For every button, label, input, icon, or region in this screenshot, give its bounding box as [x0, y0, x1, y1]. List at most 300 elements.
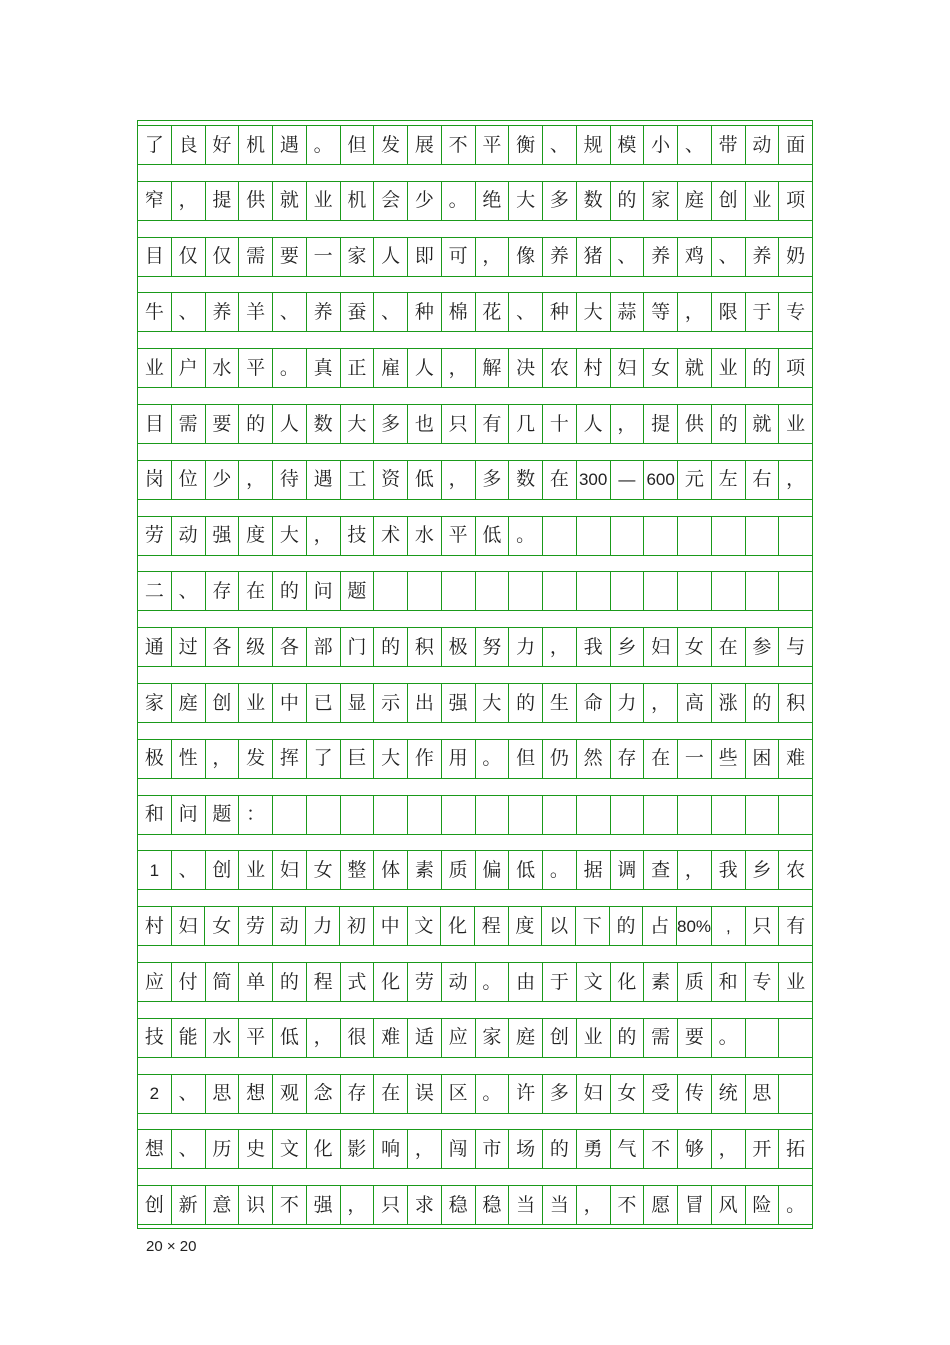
grid-cell: 要	[205, 405, 239, 443]
grid-cell	[677, 517, 711, 555]
grid-cell: 只	[441, 405, 475, 443]
grid-cell: 术	[373, 517, 407, 555]
grid-cell: 提	[643, 405, 677, 443]
grid-cell: 性	[171, 740, 205, 778]
grid-cell: 付	[171, 963, 205, 1001]
grid-cell: 闯	[441, 1130, 475, 1168]
grid-cell: 素	[407, 851, 441, 889]
grid-cell: 困	[745, 740, 779, 778]
grid-cell: 开	[745, 1130, 779, 1168]
grid-cell: 仍	[542, 740, 576, 778]
grid-cell: 各	[205, 628, 239, 666]
grid-cell: 等	[643, 293, 677, 331]
grid-cell: 的	[711, 405, 745, 443]
grid-cell: 专	[745, 963, 779, 1001]
grid-cell: 要	[677, 1019, 711, 1057]
grid-cell: 下	[575, 907, 609, 945]
grid-row	[138, 404, 812, 444]
grid-cell: 大	[475, 684, 509, 722]
grid-cell: 的	[609, 907, 643, 945]
grid-cell: 不	[272, 1186, 306, 1224]
grid-cell: 家	[340, 238, 374, 276]
grid-cell: ，	[711, 1130, 745, 1168]
grid-cell: 创	[205, 851, 239, 889]
grid-cell: 养	[542, 238, 576, 276]
grid-cell: 80%	[676, 907, 711, 945]
grid-cell: 女	[306, 851, 340, 889]
grid-cell: 业	[306, 182, 340, 220]
grid-cell: 气	[610, 1130, 644, 1168]
grid-cell: ，	[576, 1186, 610, 1224]
grid-cell: 动	[441, 963, 475, 1001]
grid-cell: ，	[306, 517, 340, 555]
grid-cell: 据	[576, 851, 610, 889]
grid-cell: 、	[610, 238, 644, 276]
grid-cell: 应	[441, 1019, 475, 1057]
grid-cell: 力	[610, 684, 644, 722]
grid-cell: 平	[238, 1019, 272, 1057]
grid-cell: 的	[745, 684, 779, 722]
grid-cell: 、	[171, 851, 205, 889]
grid-cell: 我	[576, 628, 610, 666]
grid-cell: 巨	[340, 740, 374, 778]
grid-cell: 由	[508, 963, 542, 1001]
grid-cell: 农	[542, 349, 576, 387]
grid-cell: ，	[340, 1186, 374, 1224]
grid-cell: 偏	[475, 851, 509, 889]
grid-cell: 展	[407, 126, 441, 164]
grid-cell: 劳	[407, 963, 441, 1001]
grid-cell: 大	[272, 517, 306, 555]
grid-cell: 在	[542, 461, 576, 499]
grid-cell: 专	[778, 293, 812, 331]
grid-cell: 牛	[144, 300, 164, 323]
grid-cell: 识	[238, 1186, 272, 1224]
grid-cell: 求	[407, 1186, 441, 1224]
grid-cell: 业	[238, 684, 272, 722]
grid-cell: 勇	[576, 1130, 610, 1168]
grid-cell: 强	[205, 517, 239, 555]
grid-cell: 600	[643, 461, 677, 499]
grid-cell	[711, 517, 745, 555]
grid-cell: 的	[272, 572, 306, 610]
grid-cell: 力	[305, 907, 339, 945]
grid-cell: 多	[475, 461, 509, 499]
grid-cell: 级	[238, 628, 272, 666]
grid-cell: 项	[778, 349, 812, 387]
grid-cell	[677, 572, 711, 610]
grid-cell: 、	[711, 238, 745, 276]
grid-cell: 妇	[643, 628, 677, 666]
grid-row	[138, 571, 812, 611]
grid-cell: 平	[475, 126, 509, 164]
grid-cell: 有	[475, 405, 509, 443]
grid-cell: 奶	[778, 238, 812, 276]
grid-cell: 左	[711, 461, 745, 499]
grid-cell: 以	[541, 907, 575, 945]
grid-cell: 极	[144, 747, 164, 770]
grid-cell	[643, 796, 677, 834]
grid-cell: 良	[171, 126, 205, 164]
grid-cell: ，	[643, 684, 677, 722]
grid-cell: 。	[475, 963, 509, 1001]
grid-cell	[542, 572, 576, 610]
grid-cell: 工	[340, 461, 374, 499]
grid-cell: 人	[373, 238, 407, 276]
grid-cell: 只	[745, 907, 779, 945]
grid-cell: 项	[778, 182, 812, 220]
grid-cell: 业	[576, 1019, 610, 1057]
grid-cell: 许	[508, 1075, 542, 1113]
grid-cell: 。	[711, 1019, 745, 1057]
grid-row	[138, 516, 812, 556]
grid-cell: 的	[542, 1130, 576, 1168]
grid-cell: 的	[373, 628, 407, 666]
grid-cell: 人	[576, 405, 610, 443]
grid-cell: 妇	[272, 851, 306, 889]
grid-row	[138, 292, 812, 332]
grid-cell	[745, 796, 779, 834]
grid-cell: 需	[643, 1019, 677, 1057]
grid-cell	[407, 796, 441, 834]
grid-cell: 庭	[171, 684, 205, 722]
grid-row	[138, 962, 812, 1002]
grid-row	[138, 237, 812, 277]
grid-row	[138, 850, 812, 890]
grid-cell	[610, 572, 644, 610]
grid-cell	[576, 517, 610, 555]
grid-cell: 平	[238, 349, 272, 387]
grid-cell	[475, 796, 509, 834]
grid-cell: 。	[475, 740, 509, 778]
grid-row	[138, 125, 812, 165]
grid-cell: 想	[238, 1075, 272, 1113]
grid-cell: 度	[508, 907, 542, 945]
grid-cell	[508, 572, 542, 610]
grid-cell: 了	[306, 740, 340, 778]
grid-cell: 存	[340, 1075, 374, 1113]
grid-cell: ，	[441, 461, 475, 499]
grid-cell: 发	[238, 740, 272, 778]
grid-cell: 供	[238, 182, 272, 220]
grid-row	[138, 795, 812, 835]
grid-cell: 女	[204, 907, 238, 945]
grid-cell: 在	[373, 1075, 407, 1113]
grid-cell: 创	[542, 1019, 576, 1057]
grid-cell: 和	[144, 803, 164, 826]
grid-cell: 在	[643, 740, 677, 778]
grid-cell	[441, 796, 475, 834]
grid-cell: 技	[144, 1026, 164, 1049]
grid-cell: 的	[610, 182, 644, 220]
grid-cell: 部	[306, 628, 340, 666]
grid-cell: 稳	[441, 1186, 475, 1224]
grid-cell: 种	[407, 293, 441, 331]
grid-cell: 绝	[475, 182, 509, 220]
grid-cell: 中	[272, 684, 306, 722]
grid-cell: 有	[778, 907, 812, 945]
grid-cell: 拓	[778, 1130, 812, 1168]
grid-cell: 。	[306, 126, 340, 164]
grid-cell: 就	[745, 405, 779, 443]
grid-cell: 户	[171, 349, 205, 387]
grid-cell: 妇	[171, 907, 205, 945]
grid-cell: 不	[441, 126, 475, 164]
grid-cell	[542, 796, 576, 834]
grid-row	[138, 906, 812, 946]
grid-cell: 水	[407, 517, 441, 555]
grid-cell: 种	[542, 293, 576, 331]
grid-cell: 强	[306, 1186, 340, 1224]
grid-cell: 门	[340, 628, 374, 666]
grid-cell: 羊	[238, 293, 272, 331]
grid-cell: 猪	[576, 238, 610, 276]
grid-cell: 统	[711, 1075, 745, 1113]
grid-cell: ，	[306, 1019, 340, 1057]
grid-cell: 简	[205, 963, 239, 1001]
grid-cell: 窄	[144, 189, 164, 212]
grid-cell: 也	[407, 405, 441, 443]
grid-cell: 与	[778, 628, 812, 666]
grid-cell: 、	[171, 1130, 205, 1168]
grid-cell: 积	[407, 628, 441, 666]
grid-cell: 数	[576, 182, 610, 220]
grid-cell: 面	[778, 126, 812, 164]
grid-cell: 愿	[643, 1186, 677, 1224]
grid-cell: 程	[306, 963, 340, 1001]
grid-cell	[778, 572, 812, 610]
grid-cell: 意	[205, 1186, 239, 1224]
grid-cell: ，	[205, 740, 239, 778]
grid-cell: 思	[745, 1075, 779, 1113]
grid-cell: 中	[373, 907, 407, 945]
grid-cell: 大	[373, 740, 407, 778]
grid-cell: 力	[508, 628, 542, 666]
grid-cell: 水	[205, 349, 239, 387]
grid-cell: 技	[340, 517, 374, 555]
grid-cell: 发	[373, 126, 407, 164]
grid-cell: 的	[238, 405, 272, 443]
grid-cell: 难	[778, 740, 812, 778]
grid-cell: 问	[306, 572, 340, 610]
grid-cell: 新	[171, 1186, 205, 1224]
grid-cell: 限	[711, 293, 745, 331]
grid-cell: 文	[407, 907, 441, 945]
grid-cell: 。	[272, 349, 306, 387]
grid-cell: 单	[238, 963, 272, 1001]
grid-cell: 右	[745, 461, 779, 499]
grid-cell: 。	[441, 182, 475, 220]
grid-row	[138, 1129, 812, 1169]
grid-cell: 和	[711, 963, 745, 1001]
grid-cell: 。	[542, 851, 576, 889]
grid-cell: 遇	[272, 126, 306, 164]
grid-cell: 影	[340, 1130, 374, 1168]
grid-row	[138, 627, 812, 667]
grid-cell	[576, 572, 610, 610]
grid-row	[138, 683, 812, 723]
grid-cell: 涨	[711, 684, 745, 722]
grid-cell	[610, 517, 644, 555]
grid-cell: ，	[677, 293, 711, 331]
grid-cell: 通	[144, 635, 164, 658]
grid-cell: 人	[272, 405, 306, 443]
grid-cell: ，	[171, 182, 205, 220]
grid-cell: 已	[306, 684, 340, 722]
grid-cell: 很	[340, 1019, 374, 1057]
grid-cell: 2	[149, 1084, 160, 1104]
grid-cell	[745, 517, 779, 555]
grid-cell: 目	[144, 245, 164, 268]
grid-cell: 的	[272, 963, 306, 1001]
grid-cell: 妇	[576, 1075, 610, 1113]
grid-cell: 低	[272, 1019, 306, 1057]
grid-cell: 女	[610, 1075, 644, 1113]
grid-cell: 文	[576, 963, 610, 1001]
grid-cell: 村	[144, 914, 164, 937]
grid-cell: 多	[542, 1075, 576, 1113]
grid-cell: 然	[576, 740, 610, 778]
grid-cell: 解	[475, 349, 509, 387]
grid-cell: 像	[508, 238, 542, 276]
grid-cell	[272, 796, 306, 834]
grid-cell: 少	[407, 182, 441, 220]
grid-cell: 了	[144, 133, 164, 156]
grid-cell: 的	[610, 1019, 644, 1057]
grid-cell: 待	[272, 461, 306, 499]
grid-cell: 整	[340, 851, 374, 889]
grid-cell: ：	[238, 796, 272, 834]
grid-cell: 积	[778, 684, 812, 722]
grid-cell: 但	[340, 126, 374, 164]
grid-cell: ，	[610, 405, 644, 443]
grid-cell: 险	[745, 1186, 779, 1224]
grid-cell: 当	[542, 1186, 576, 1224]
grid-cell: 机	[340, 182, 374, 220]
grid-cell: 不	[643, 1130, 677, 1168]
grid-cell	[643, 517, 677, 555]
grid-cell: 养	[745, 238, 779, 276]
grid-cell: 养	[306, 293, 340, 331]
grid-cell: 仅	[171, 238, 205, 276]
grid-cell: 观	[272, 1075, 306, 1113]
grid-cell: 查	[643, 851, 677, 889]
grid-cell: 。	[475, 1075, 509, 1113]
grid-cell: 存	[205, 572, 239, 610]
grid-cell	[778, 517, 812, 555]
grid-cell	[441, 572, 475, 610]
grid-cell: 的	[508, 684, 542, 722]
grid-cell: 存	[610, 740, 644, 778]
grid-cell: 棉	[441, 293, 475, 331]
grid-cell: 能	[171, 1019, 205, 1057]
grid-cell: 质	[677, 963, 711, 1001]
grid-cell: 思	[205, 1075, 239, 1113]
grid-cell: 参	[745, 628, 779, 666]
manuscript-grid	[137, 120, 813, 1229]
grid-cell	[340, 796, 374, 834]
grid-cell: 式	[340, 963, 374, 1001]
grid-cell: 动	[171, 517, 205, 555]
grid-cell: 女	[643, 349, 677, 387]
grid-cell: 质	[441, 851, 475, 889]
grid-row	[138, 348, 812, 388]
grid-cell: 就	[677, 349, 711, 387]
grid-row	[138, 181, 812, 221]
grid-cell: 史	[238, 1130, 272, 1168]
grid-cell: 数	[508, 461, 542, 499]
grid-cell	[711, 572, 745, 610]
grid-cell: 、	[677, 126, 711, 164]
grid-cell: 挥	[272, 740, 306, 778]
grid-cell	[677, 796, 711, 834]
grid-cell: ，	[677, 851, 711, 889]
grid-cell: 初	[339, 907, 373, 945]
grid-cell: 多	[373, 405, 407, 443]
grid-cell: ,	[711, 907, 745, 945]
grid-cell: 受	[643, 1075, 677, 1113]
grid-cell: 大	[508, 182, 542, 220]
grid-cell	[306, 796, 340, 834]
grid-cell: 的	[745, 349, 779, 387]
grid-cell: 只	[373, 1186, 407, 1224]
grid-cell: 低	[407, 461, 441, 499]
grid-cell: 家	[144, 691, 164, 714]
grid-cell	[373, 796, 407, 834]
grid-cell: 一	[306, 238, 340, 276]
grid-cell: 命	[576, 684, 610, 722]
grid-cell: 、	[542, 126, 576, 164]
grid-cell	[643, 572, 677, 610]
grid-cell: 带	[711, 126, 745, 164]
grid-cell: 想	[144, 1137, 164, 1160]
grid-cell: 调	[610, 851, 644, 889]
grid-cell: 化	[306, 1130, 340, 1168]
grid-cell: 问	[171, 796, 205, 834]
grid-cell: ，	[475, 238, 509, 276]
grid-row	[138, 1018, 812, 1058]
grid-cell: 规	[576, 126, 610, 164]
grid-cell: 元	[677, 461, 711, 499]
grid-cell: 创	[711, 182, 745, 220]
grid-cell: 于	[542, 963, 576, 1001]
grid-cell: 妇	[610, 349, 644, 387]
grid-cell: 业	[745, 182, 779, 220]
grid-cell: 大	[576, 293, 610, 331]
grid-cell: 但	[508, 740, 542, 778]
grid-cell: 二	[144, 579, 164, 602]
grid-cell: 化	[373, 963, 407, 1001]
grid-cell: 、	[508, 293, 542, 331]
grid-cell: 会	[373, 182, 407, 220]
grid-row	[138, 460, 812, 500]
grid-cell: 机	[238, 126, 272, 164]
grid-cell: 少	[205, 461, 239, 499]
grid-cell: ，	[441, 349, 475, 387]
grid-cell: 历	[205, 1130, 239, 1168]
grid-cell: 衡	[508, 126, 542, 164]
grid-cell: 目	[144, 412, 164, 435]
grid-cell: 好	[205, 126, 239, 164]
grid-cell: 用	[441, 740, 475, 778]
grid-cell: 题	[340, 572, 374, 610]
grid-cell: 区	[441, 1075, 475, 1113]
grid-cell: 体	[373, 851, 407, 889]
grid-cell: ，	[542, 628, 576, 666]
grid-cell: 生	[542, 684, 576, 722]
grid-cell: 劳	[238, 907, 272, 945]
grid-cell: 化	[610, 963, 644, 1001]
